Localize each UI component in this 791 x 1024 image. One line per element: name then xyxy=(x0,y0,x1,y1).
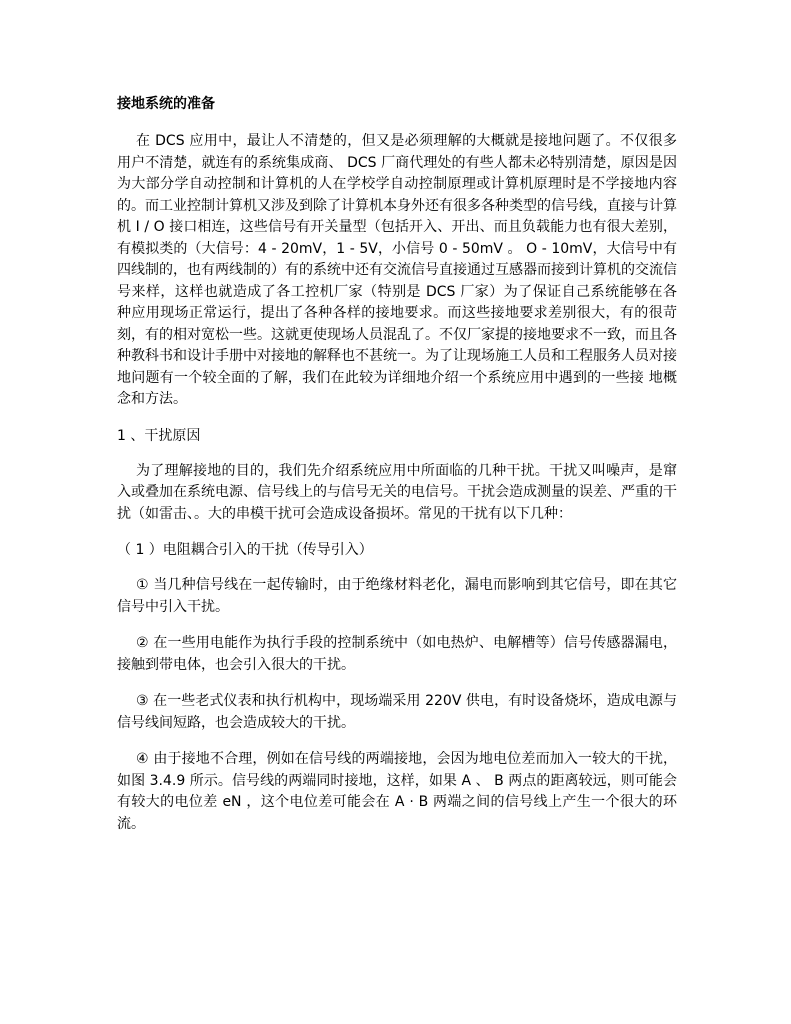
list-item: ① 当几种信号线在一起传输时，由于绝缘材料老化，漏电而影响到其它信号，即在其它信号中引入干扰。 xyxy=(117,577,677,615)
section-paragraph-interference: 为了理解接地的目的，我们先介绍系统应用中所面临的几种干扰。干扰又叫噪声，是窜入或叠加在系统电源、信号线上的与信号无关的电信号。干扰会造成测量的误差、严重的干扰（如雷击、。大的串模干扰可会造成设备损坏。常见的干扰有以下几种： xyxy=(117,462,677,522)
document-page xyxy=(117,94,677,835)
intro-paragraph: 在 DCS 应用中，最让人不清楚的，但又是必须理解的大概就是接地问题了。不仅很多用户不清楚，就连有的系统集成商、 DCS 厂商代理处的有些人都未必特别清楚，原因是因为大部分学自动控制和计算机的人在学校学自动控制原理或计算机原理时是不学接地内容的。而工业控制计算机又涉及到除了计算机本身外还有很多各种类型的信号线，直接与计算机 I / O 接口相连，这些信号有开关量型（包括开入、开出、而且负载能力也有很大差别，有模拟类的（大信号：4 - 20mV，1 - 5V，小信号 0 - 50mV 。 O - 10mV，大信号中有四线制的，也有两线制的）有的系统中还有交流信号直接通过互感器而接到计算机的交流信号来样，这样也就造成了各工控机厂家（特别是 DCS 厂家）为了保证自己系统能够在各 种应用现场正常运行，提出了各种各样的接地要求。而这些接地要求差别很大，有的很苛 刻，有的相对宽松一些。这就更使现场人员混乱了。不仅厂家提的接地要求不一致，而且各种教科书和设计手册中对接地的解释也不甚统一。为了让现场施工人员和工程服务人员对接地问题有一个较全面的了解，我们在此较为详细地介绍一个系统应用中遇到的一些接 地概念和方法。 xyxy=(117,133,677,407)
list-item: ③ 在一些老式仪表和执行机构中，现场端采用 220V 供电，有时设备烧坏，造成电源与信号线间短路，也会造成较大的干扰。 xyxy=(117,693,677,731)
section-heading-interference-causes: 1 、干扰原因 xyxy=(117,427,201,444)
list-item: ② 在一些用电能作为执行手段的控制系统中（如电热炉、电解槽等）信号传感器漏电，接触到带电体，也会引入很大的干扰。 xyxy=(117,635,677,673)
list-item: ④ 由于接地不合理，例如在信号线的两端接地，会因为地电位差而加入一较大的干扰，如图 3.4.9 所示。信号线的两端同时接地，这样，如果 A 、 B 两点的距离较远，则可能会有较大的电位差 eN ，这个电位差可能会在 A · B 两端之间的信号线上产生一个很大的环流。 xyxy=(117,751,677,832)
subsection-heading-resistive-coupling: （ 1 ）电阻耦合引入的干扰（传导引入） xyxy=(117,542,373,558)
document-title: 接地系统的准备 xyxy=(117,96,215,112)
